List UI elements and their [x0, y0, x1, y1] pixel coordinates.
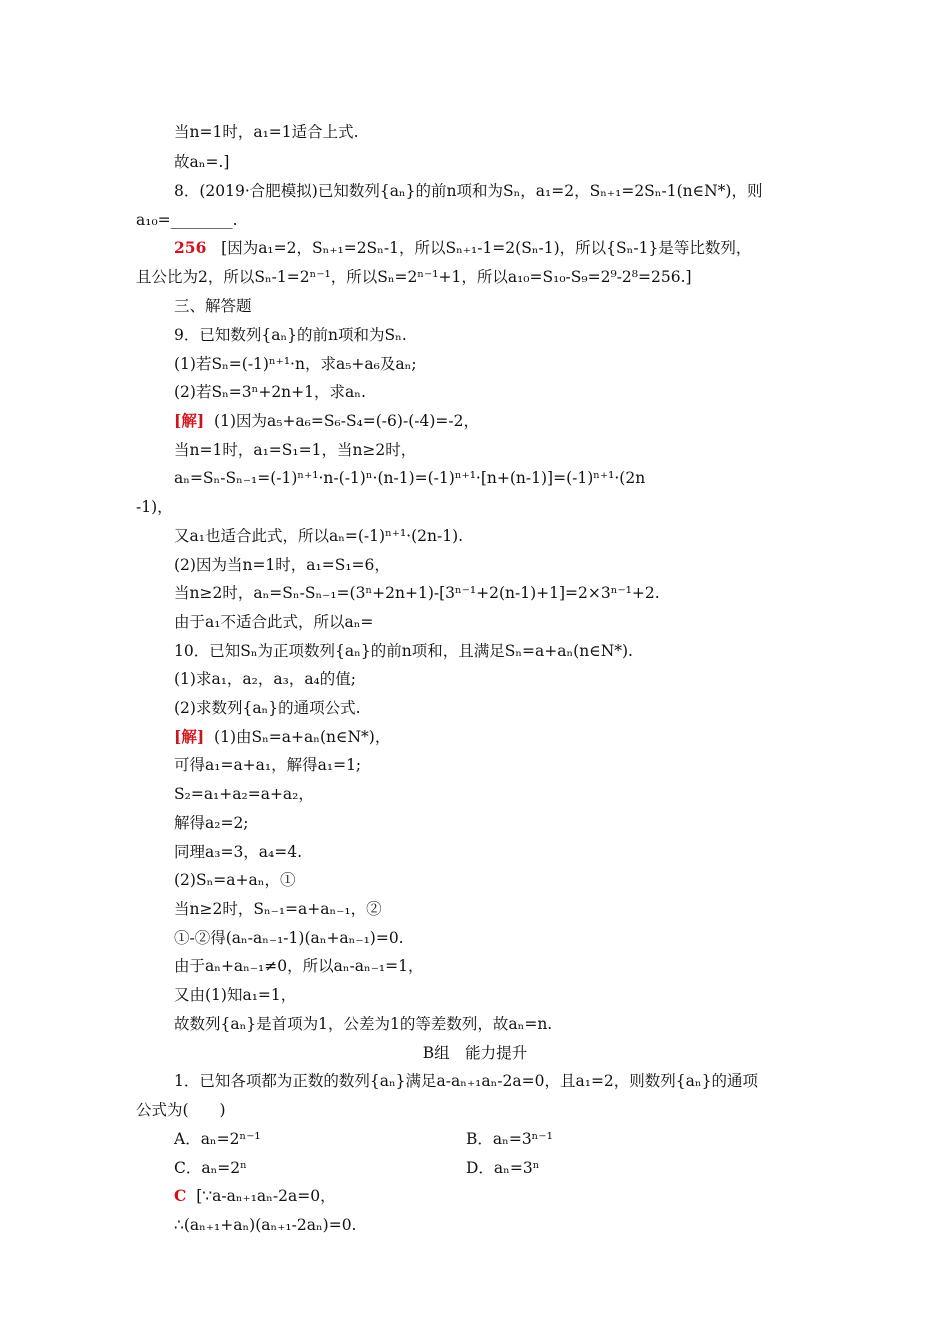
- text-line: (1)若Sₙ=(-1)ⁿ⁺¹·n，求a₅+a₆及aₙ;: [174, 355, 417, 373]
- section-heading: 三、解答题: [174, 297, 252, 315]
- text-line: 当n≥2时，Sₙ₋₁=a+aₙ₋₁，②: [174, 900, 382, 918]
- solution-text: (1)由Sₙ=a+aₙ(n∈N*)，: [214, 728, 391, 746]
- text-line: 当n=1时，a₁=S₁=1，当n≥2时，: [174, 441, 417, 459]
- text-line: -1)，: [136, 498, 173, 516]
- text-line: 且公比为2，所以Sₙ-1=2ⁿ⁻¹，所以Sₙ=2ⁿ⁻¹+1，所以a₁₀=S₁₀-S₉=2⁹-2⁸=256.]: [136, 268, 692, 286]
- text-line: 公式为( ): [136, 1101, 226, 1119]
- text-line: 同理a₃=3，a₄=4.: [174, 843, 303, 861]
- answer-256: 256: [174, 238, 207, 257]
- answer-text: [因为a₁=2，Sₙ₊₁=2Sₙ-1，所以Sₙ₊₁-1=2(Sₙ-1)，所以{Sₙ-1}是等比数列，: [221, 239, 752, 257]
- text-line: 当n≥2时，aₙ=Sₙ-Sₙ₋₁=(3ⁿ+2n+1)-[3ⁿ⁻¹+2(n-1)+1]=2×3ⁿ⁻¹+2.: [174, 584, 660, 602]
- answer-text: [∵a-aₙ₊₁aₙ-2a=0，: [196, 1187, 336, 1205]
- text-line: S₂=a₁+a₂=a+a₂，: [174, 785, 314, 803]
- solution-line: [174, 727, 390, 747]
- text-line: (2)求数列{aₙ}的通项公式.: [174, 699, 361, 717]
- text-line: 又由(1)知a₁=1，: [174, 986, 297, 1004]
- option-d: D．aₙ=3ⁿ: [466, 1159, 540, 1177]
- text-line: a₁₀=________.: [136, 211, 238, 229]
- text-line: (1)求a₁，a₂，a₃，a₄的值;: [174, 670, 356, 688]
- solution-line: [174, 411, 479, 431]
- text-line: 由于aₙ+aₙ₋₁≠0，所以aₙ-aₙ₋₁=1，: [174, 957, 424, 975]
- text-line: 又a₁也适合此式，所以aₙ=(-1)ⁿ⁺¹·(2n-1).: [174, 527, 464, 545]
- text-line: 解得a₂=2;: [174, 814, 249, 832]
- text-line: 故aₙ=.]: [174, 153, 230, 171]
- jie-tag: [解]: [174, 727, 205, 746]
- text-line: aₙ=Sₙ-Sₙ₋₁=(-1)ⁿ⁺¹·n-(-1)ⁿ·(n-1)=(-1)ⁿ⁺¹·[n+(n-1)]=(-1)ⁿ⁺¹·(2n: [174, 469, 646, 487]
- answer-line: [174, 238, 751, 258]
- solution-text: (1)因为a₅+a₆=S₆-S₄=(-6)-(-4)=-2，: [214, 412, 479, 430]
- text-line: ∴(aₙ₊₁+aₙ)(aₙ₊₁-2aₙ)=0.: [174, 1216, 357, 1234]
- text-line: (2)Sₙ=a+aₙ，①: [174, 871, 296, 889]
- text-line: ①-②得(aₙ-aₙ₋₁-1)(aₙ+aₙ₋₁)=0.: [174, 929, 404, 947]
- text-line: (2)若Sₙ=3ⁿ+2n+1，求aₙ.: [174, 383, 366, 401]
- jie-tag: [解]: [174, 411, 205, 430]
- question-10: 10．已知Sₙ为正项数列{aₙ}的前n项和，且满足Sₙ=a+aₙ(n∈N*).: [174, 642, 633, 660]
- group-b-heading: B组 能力提升: [422, 1044, 528, 1062]
- question-8: 8．(2019·合肥模拟)已知数列{aₙ}的前n项和为Sₙ，a₁=2，Sₙ₊₁=2Sₙ-1(n∈N*)，则: [174, 182, 763, 200]
- question-b1: 1．已知各项都为正数的数列{aₙ}满足a-aₙ₊₁aₙ-2a=0，且a₁=2，则数列{aₙ}的通项: [174, 1072, 758, 1090]
- answer-c: C: [174, 1186, 187, 1205]
- option-a: A．aₙ=2ⁿ⁻¹: [174, 1130, 261, 1148]
- text-line: 可得a₁=a+a₁，解得a₁=1;: [174, 756, 362, 774]
- question-9: 9．已知数列{aₙ}的前n项和为Sₙ.: [174, 326, 407, 344]
- text-line: 故数列{aₙ}是首项为1，公差为1的等差数列，故aₙ=n.: [174, 1015, 553, 1033]
- option-b: B．aₙ=3ⁿ⁻¹: [466, 1130, 553, 1148]
- text-line: (2)因为当n=1时，a₁=S₁=6，: [174, 556, 390, 574]
- option-c: C．aₙ=2ⁿ: [174, 1159, 247, 1177]
- answer-line: [174, 1186, 336, 1206]
- text-line: 由于a₁不适合此式，所以aₙ=: [174, 613, 374, 631]
- text-line: 当n=1时，a₁=1适合上式.: [174, 123, 359, 141]
